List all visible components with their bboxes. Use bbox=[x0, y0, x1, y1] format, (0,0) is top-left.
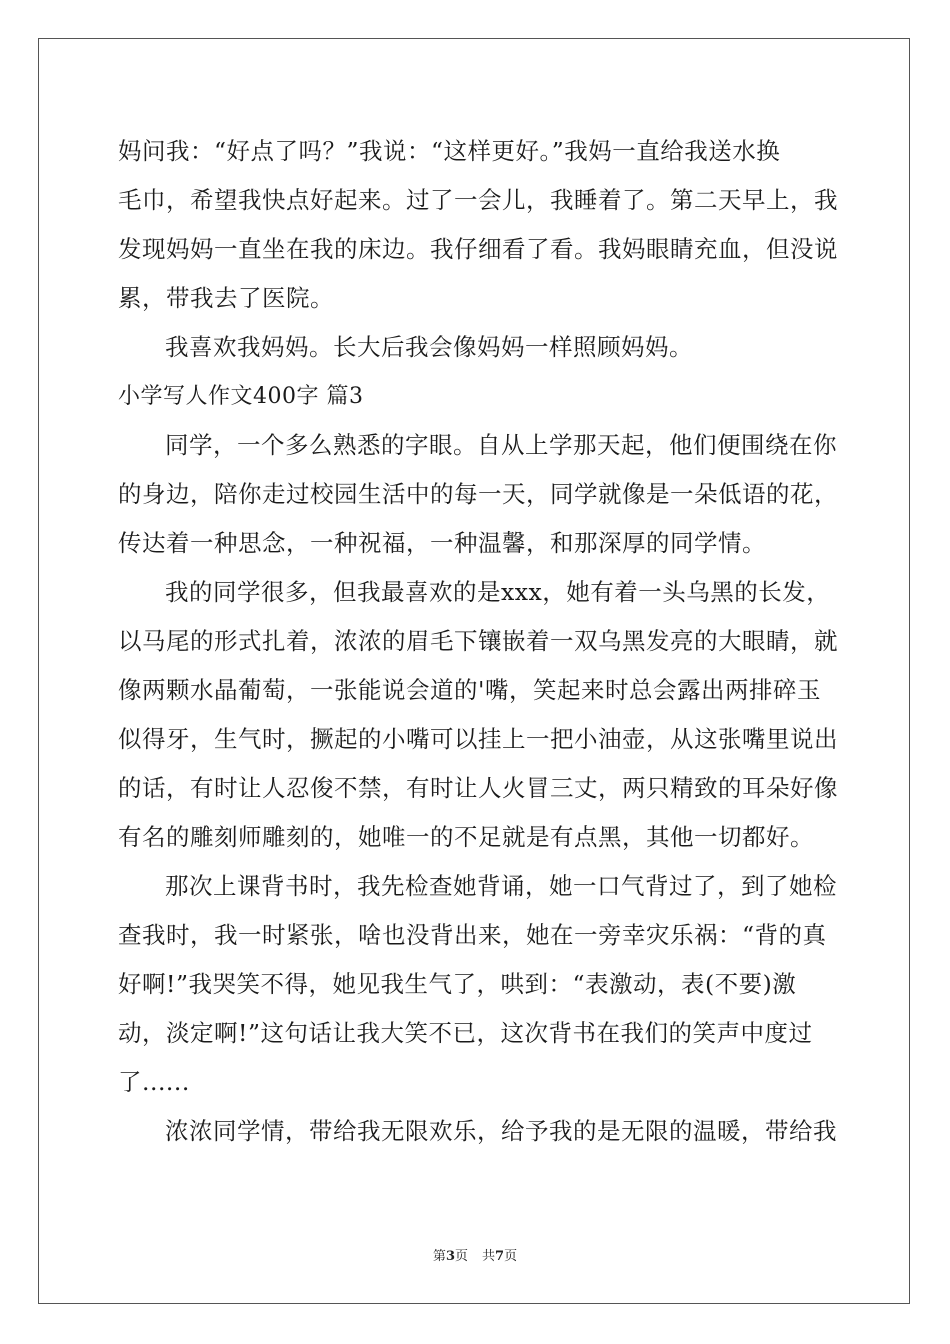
text-line: 以马尾的形式扎着，浓浓的眉毛下镶嵌着一双乌黑发亮的大眼睛，就 bbox=[118, 627, 838, 655]
page-number: 3 bbox=[445, 1249, 455, 1264]
page-prefix: 第 bbox=[432, 1249, 446, 1264]
page-footer bbox=[0, 1245, 950, 1264]
text-line: 的身边，陪你走过校园生活中的每一天，同学就像是一朵低语的花， bbox=[118, 480, 838, 508]
text-line: 传达着一种思念，一种祝福，一种温馨，和那深厚的同学情。 bbox=[118, 529, 766, 557]
total-suffix: 页 bbox=[504, 1249, 518, 1264]
text-line: 浓浓同学情，带给我无限欢乐，给予我的是无限的温暖，带给我 bbox=[165, 1117, 837, 1145]
text-line: 发现妈妈一直坐在我的床边。我仔细看了看。我妈眼睛充血，但没说 bbox=[118, 235, 838, 263]
text-line: 同学，一个多么熟悉的字眼。自从上学那天起，他们便围绕在你 bbox=[165, 431, 837, 459]
document-body bbox=[118, 127, 838, 1156]
text-line: 查我时，我一时紧张，啥也没背出来，她在一旁幸灾乐祸：“背的真 bbox=[118, 921, 827, 949]
text-line: 好啊!”我哭笑不得，她见我生气了，哄到：“表激动，表(不要)激 bbox=[118, 970, 797, 998]
text-line: 的话，有时让人忍俊不禁，有时让人火冒三丈，两只精致的耳朵好像 bbox=[118, 774, 838, 802]
total-pages: 7 bbox=[495, 1249, 505, 1264]
text-line: 毛巾，希望我快点好起来。过了一会儿，我睡着了。第二天早上，我 bbox=[118, 186, 838, 214]
text-line: 我喜欢我妈妈。长大后我会像妈妈一样照顾妈妈。 bbox=[165, 333, 693, 361]
text-line: 有名的雕刻师雕刻的，她唯一的不足就是有点黑，其他一切都好。 bbox=[118, 823, 814, 851]
page-suffix: 页 bbox=[454, 1249, 468, 1264]
total-prefix: 共 bbox=[482, 1249, 496, 1264]
text-line: 我的同学很多，但我最喜欢的是xxx，她有着一头乌黑的长发， bbox=[165, 578, 831, 606]
text-line: 动，淡定啊!”这句话让我大笑不已，这次背书在我们的笑声中度过 bbox=[118, 1019, 813, 1047]
text-line: 像两颗水晶葡萄，一张能说会道的'嘴，笑起来时总会露出两排碎玉 bbox=[118, 676, 821, 704]
text-line: 累，带我去了医院。 bbox=[118, 284, 334, 312]
text-line: 那次上课背书时，我先检查她背诵，她一口气背过了，到了她检 bbox=[165, 872, 837, 900]
text-line: 似得牙，生气时，撅起的小嘴可以挂上一把小油壶，从这张嘴里说出 bbox=[118, 725, 838, 753]
text-line: 了...... bbox=[118, 1068, 190, 1096]
section-heading: 小学写人作文400字 篇3 bbox=[118, 384, 364, 409]
text-line: 妈问我：“好点了吗？”我说：“这样更好。”我妈一直给我送水换 bbox=[118, 137, 781, 165]
